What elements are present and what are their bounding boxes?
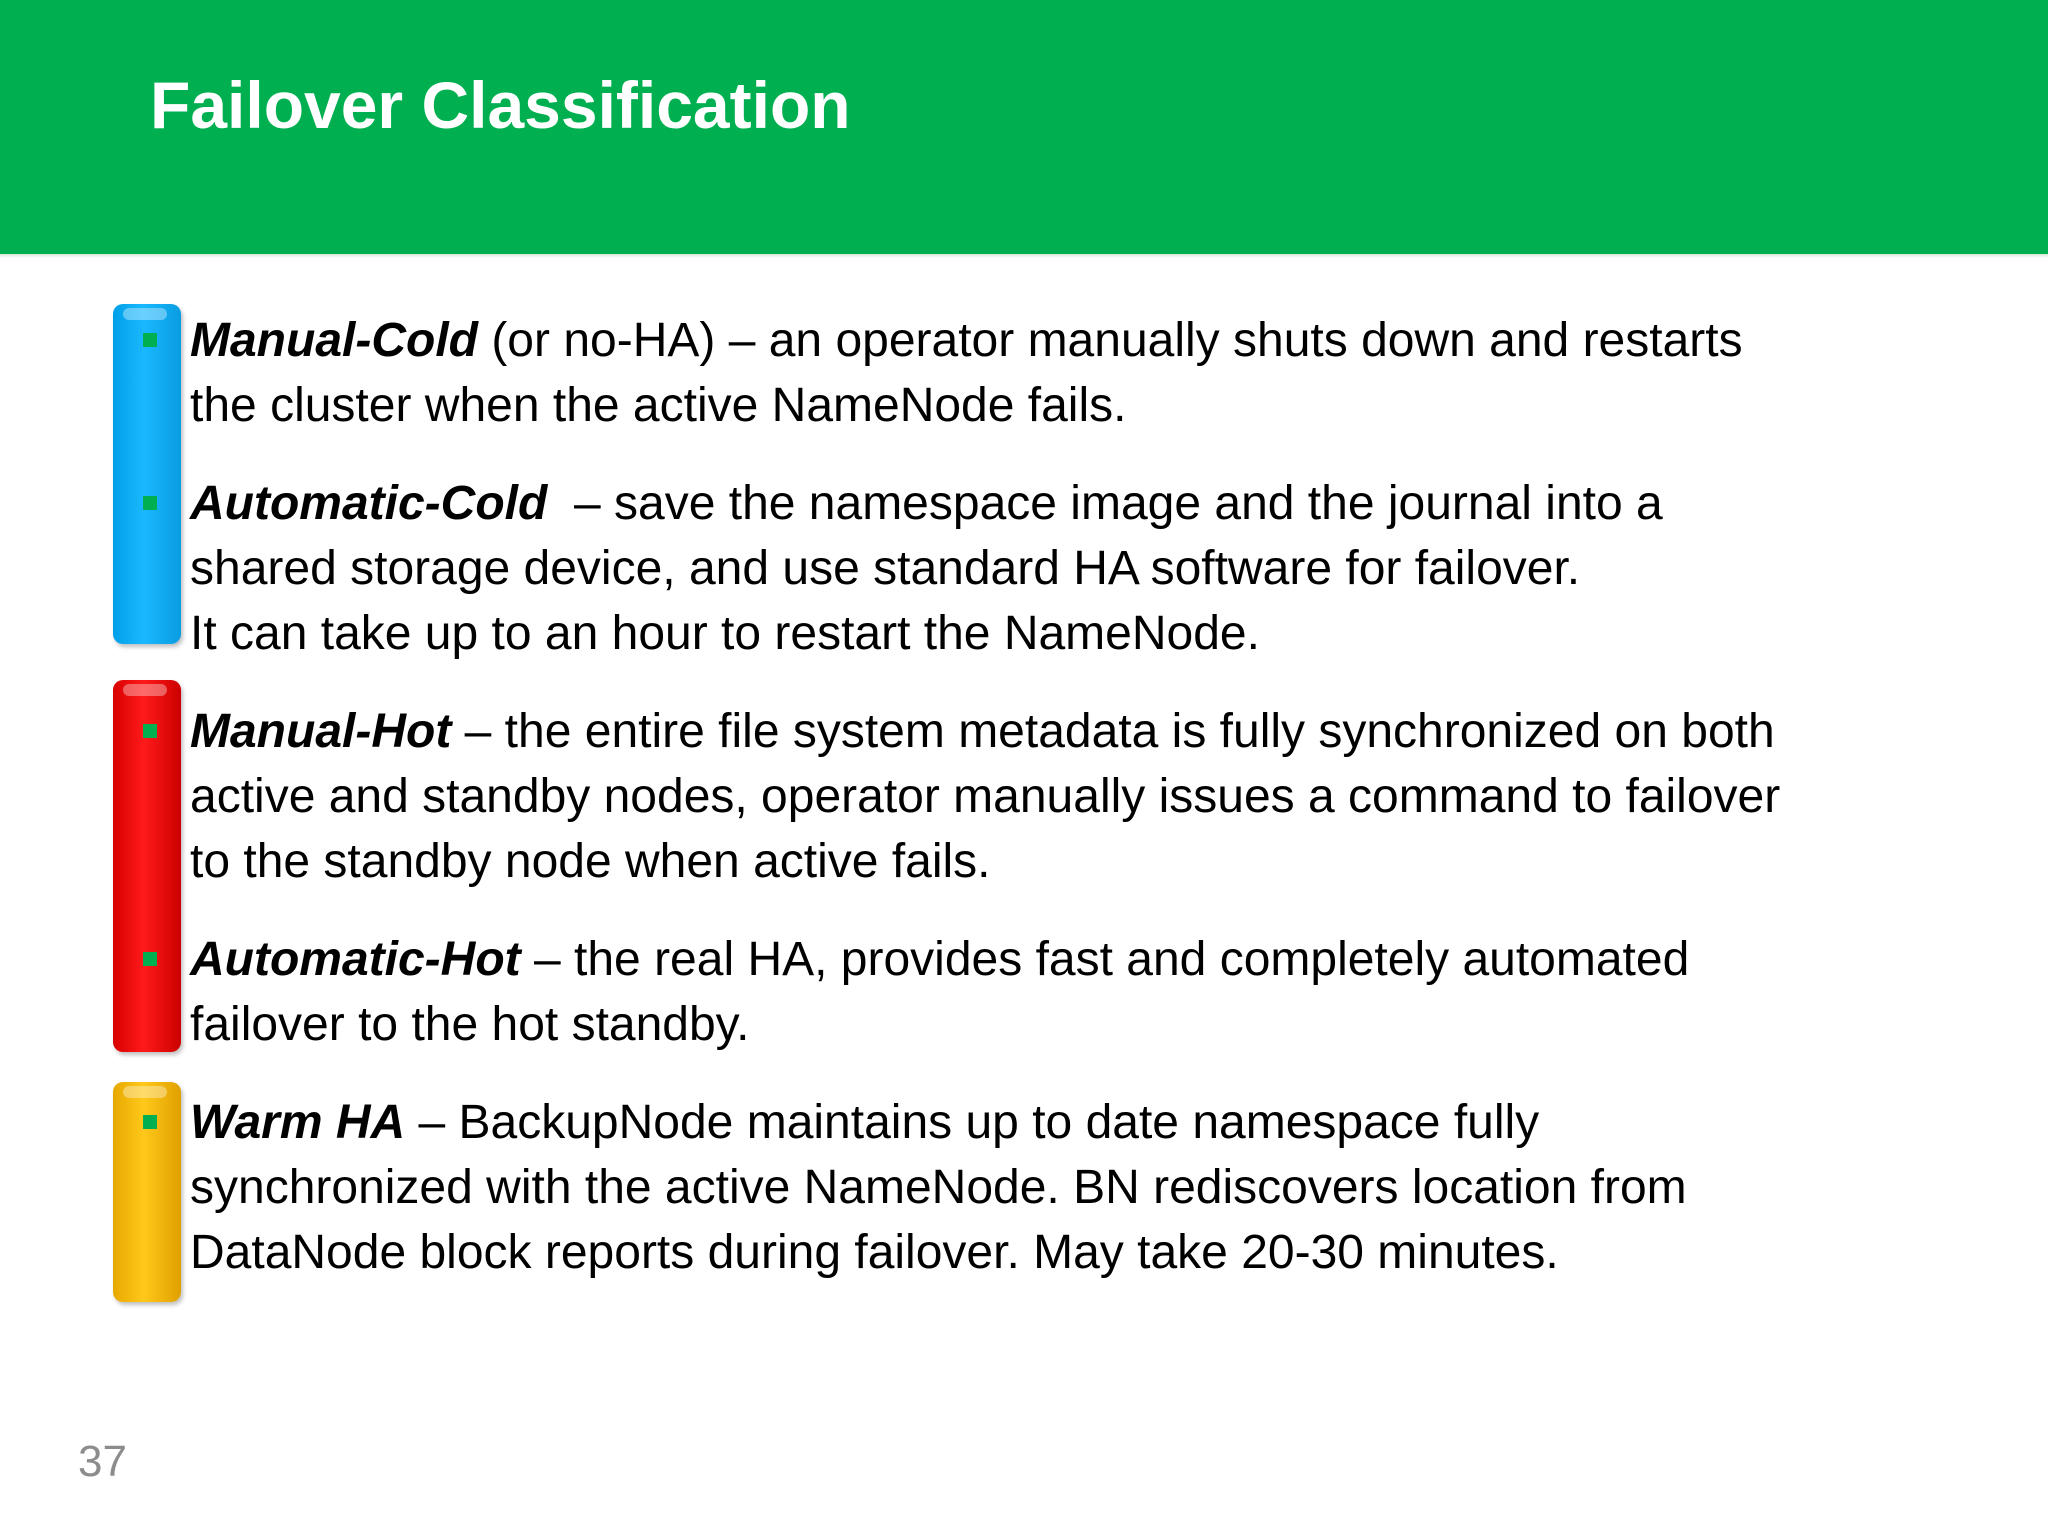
- page-number: 37: [78, 1437, 127, 1486]
- bullet-square-icon: [143, 724, 157, 738]
- bullet-line: DataNode block reports during failover. May take 20-30 minutes.: [190, 1226, 1559, 1279]
- bullet-manual-cold: [190, 308, 1910, 438]
- bullet-line: shared storage device, and use standard HA software for failover.: [190, 542, 1581, 595]
- bullet-term: Warm HA: [190, 1096, 406, 1149]
- bullet-automatic-hot: [190, 927, 1910, 1057]
- bullet-term: Automatic-Hot: [190, 933, 521, 986]
- bullet-text: – BackupNode maintains up to date namespace fully: [405, 1096, 1540, 1149]
- bullet-line: [190, 308, 1910, 373]
- bullet-line: failover to the hot standby.: [190, 998, 750, 1051]
- bullet-term: Automatic-Cold: [190, 477, 548, 530]
- bullet-square-icon: [143, 333, 157, 347]
- bullet-line: [190, 1090, 1910, 1155]
- bullet-line: It can take up to an hour to restart the NameNode.: [190, 607, 1260, 660]
- bullet-warm-ha: [190, 1090, 1910, 1285]
- bullet-square-icon: [143, 952, 157, 966]
- bullet-square-icon: [143, 496, 157, 510]
- bullet-line: [190, 699, 1910, 764]
- bullet-text: – the entire file system metadata is fully synchronized on both: [451, 705, 1775, 758]
- slide-title: Failover Classification: [150, 68, 851, 142]
- bullet-line: synchronized with the active NameNode. BN rediscovers location from: [190, 1161, 1687, 1214]
- bullet-line: [190, 927, 1910, 992]
- bullet-text: – save the namespace image and the journal into a: [547, 477, 1663, 530]
- bullet-term: Manual-Cold: [190, 314, 478, 367]
- bullet-text: – the real HA, provides fast and completely automated: [520, 933, 1690, 986]
- bullet-line: to the standby node when active fails.: [190, 835, 991, 888]
- bullet-text: (or no-HA) – an operator manually shuts down and restarts: [477, 314, 1743, 367]
- title-banner: [0, 0, 2048, 254]
- bullet-manual-hot: [190, 699, 1910, 894]
- bullet-term: Manual-Hot: [190, 705, 452, 758]
- bullet-line: [190, 471, 1910, 536]
- bullet-square-icon: [143, 1115, 157, 1129]
- bullet-line: active and standby nodes, operator manually issues a command to failover: [190, 770, 1781, 823]
- bullet-automatic-cold: [190, 471, 1910, 666]
- cold-group-blue-bar: [113, 304, 181, 644]
- bullet-line: the cluster when the active NameNode fails.: [190, 379, 1127, 432]
- title-banner-shadow: [0, 254, 2048, 258]
